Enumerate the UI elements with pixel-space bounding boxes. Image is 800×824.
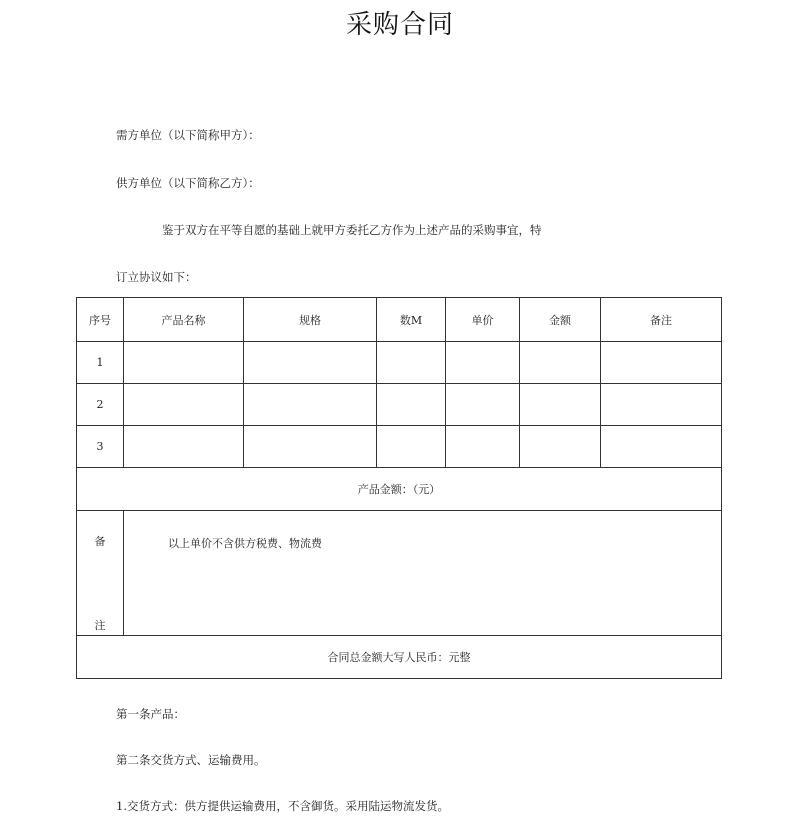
delivery-method-item: 1.交货方式：供方提供运输费用，不含御货。采用陆运物流发货。 [116, 799, 449, 813]
unit-price-cell [446, 384, 520, 426]
contract-total-label: 合同总金额大写人民币：元整 [77, 636, 722, 679]
quantity-cell [377, 384, 446, 426]
quantity-cell [377, 342, 446, 384]
row-number: 3 [77, 426, 124, 468]
article-1-heading: 第一条产品： [116, 707, 185, 721]
product-amount-label: 产品金额：（元） [77, 468, 722, 511]
notes-text: 以上单价不含供方税费、物流费 [168, 537, 322, 550]
table-row [77, 342, 722, 384]
notes-label-cell [77, 511, 124, 636]
table-header-row [77, 298, 722, 342]
document-title: 采购合同 [345, 10, 454, 40]
unit-price-cell [446, 342, 520, 384]
notes-label-char-1: 备 [94, 535, 106, 548]
notes-body-cell [124, 511, 722, 636]
row-number: 1 [77, 342, 124, 384]
product-name-cell [124, 384, 244, 426]
header-cell-amount: 金额 [520, 298, 601, 342]
supplier-line: 供方单位（以下简称乙方）： [116, 176, 260, 190]
table-row [77, 384, 722, 426]
remarks-cell [601, 384, 722, 426]
header-cell-quantity: 数M [377, 298, 446, 342]
intro-line: 鉴于双方在平等自愿的基础上就甲方委托乙方作为上述产品的采购事宜，特 [162, 223, 542, 237]
notes-label-char-2: 注 [94, 619, 106, 632]
table-row [77, 426, 722, 468]
product-amount-row [77, 468, 722, 511]
remarks-cell [601, 342, 722, 384]
notes-row [77, 511, 722, 636]
contract-total-row [77, 636, 722, 679]
row-number: 2 [77, 384, 124, 426]
header-cell-remarks: 备注 [601, 298, 722, 342]
spec-cell [244, 384, 377, 426]
spec-cell [244, 342, 377, 384]
header-cell-index: 序号 [77, 298, 124, 342]
header-cell-unit-price: 单价 [446, 298, 520, 342]
spec-cell [244, 426, 377, 468]
unit-price-cell [446, 426, 520, 468]
agreement-line: 订立协议如下： [116, 270, 197, 284]
amount-cell [520, 426, 601, 468]
product-name-cell [124, 426, 244, 468]
header-cell-spec: 规格 [244, 298, 377, 342]
amount-cell [520, 342, 601, 384]
remarks-cell [601, 426, 722, 468]
article-2-heading: 第二条交货方式、运输费用。 [116, 753, 266, 767]
product-name-cell [124, 342, 244, 384]
quantity-cell [377, 426, 446, 468]
buyer-line: 需方单位（以下简称甲方）： [116, 128, 260, 142]
product-table [76, 297, 722, 679]
amount-cell [520, 384, 601, 426]
header-cell-product-name: 产品名称 [124, 298, 244, 342]
